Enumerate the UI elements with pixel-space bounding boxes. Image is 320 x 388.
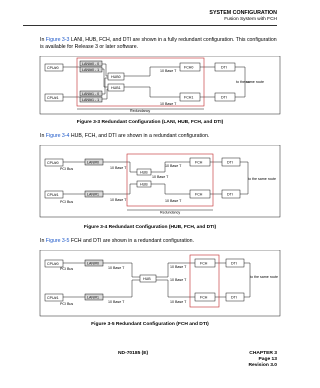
para-text: In (40, 133, 46, 139)
cpu0-label: CPU#0 (47, 262, 59, 266)
redundancy-label: Redundancy (130, 109, 151, 113)
header-title: SYSTEM CONFIGURATION (209, 10, 277, 16)
figure-3-3 (0, 56, 300, 116)
base-t-4: 10 Base T (170, 278, 187, 282)
footer-revision: Revision 3.0 (248, 363, 277, 368)
base-t-4: 10 Base T (152, 175, 169, 179)
redundancy-label: Redundancy (160, 210, 181, 215)
dti1-label: DTI (231, 295, 237, 300)
cpu0-label: CPU#0 (47, 66, 59, 70)
same-route-label: to the same route (236, 80, 264, 84)
figure-3-3-caption: Figure 3-3 Redundant Configuration (LANI, HUB, FCH, and DTI) (76, 120, 224, 125)
fch0-label: FCH0 (184, 65, 194, 70)
dti0-label: DTI (221, 65, 227, 70)
figure-3-4-caption: Figure 3-4 Redundant Configuration (HUB, FCH, and DTI) (83, 225, 217, 230)
base-t-top: 10 Base T (160, 69, 177, 73)
figure-3-4-link[interactable]: Figure 3-4 (45, 133, 70, 139)
para-text: In (40, 37, 46, 43)
pci-bus-0: PCI Bus (60, 167, 74, 171)
dti0-label: DTI (231, 261, 237, 266)
hub1-label: HUB1 (111, 86, 121, 90)
fch1-label: FCH1 (184, 95, 194, 100)
lani1-label: LANI#1 (87, 192, 99, 197)
base-t-2: 10 Base T (110, 198, 127, 202)
fch0-label: FCH (195, 160, 203, 165)
same-route-label: to the same route (248, 177, 276, 181)
cpu1-label: CPU#1 (47, 96, 59, 100)
figure-3-5-diagram (0, 250, 300, 318)
fch1-label: FCH (200, 295, 208, 300)
pci-bus-1: PCI Bus (60, 302, 74, 306)
figure-3-3-link[interactable]: Figure 3-3 (45, 37, 70, 43)
lani1-0-label: LANI#1 - 0 (82, 92, 100, 96)
footer-page-info (248, 351, 277, 369)
cpu1-label: CPU#1 (47, 296, 59, 300)
dti1-label: DTI (221, 95, 227, 100)
paragraph-fig3-intro (40, 37, 280, 51)
lani0-1-label: LANI#0 - 1 (82, 68, 100, 72)
hub-label: HUB (143, 277, 151, 281)
para-text: LANI, HUB, FCH, and DTI are shown in a fully redundant configuration. This configuration is available for Release 3 or later software. (40, 37, 277, 50)
figure-3-4-diagram (0, 145, 300, 219)
lani0-label: LANI#0 (87, 261, 99, 266)
para-text: In (40, 238, 46, 244)
hub-b-label: HUB (140, 182, 148, 187)
base-t-5: 10 Base T (165, 199, 182, 203)
figure-3-5-link[interactable]: Figure 3-5 (45, 238, 70, 244)
figure-3-3-diagram (0, 56, 300, 116)
lani0-label: LANI#0 (87, 160, 99, 165)
dti1-label: DTI (227, 192, 233, 197)
footer-doc-number: ND-70185 (E) (118, 351, 149, 356)
para-text: HUB, FCH, and DTI are shown in a redundant configuration. (69, 133, 210, 139)
base-t-5: 10 Base T (170, 300, 187, 304)
cpu0-label: CPU#0 (47, 161, 59, 165)
dti0-label: DTI (227, 160, 233, 165)
base-t-1: 10 Base T (108, 266, 125, 270)
paragraph-fig5-intro (40, 238, 280, 245)
base-t-3: 10 Base T (170, 265, 187, 269)
para-text: FCH and DTI are shown in a redundant configuration. (69, 238, 195, 244)
hub-a-label: HUB (140, 170, 148, 175)
fch0-label: FCH (200, 261, 208, 266)
base-t-1: 10 Base T (110, 166, 127, 170)
lani0-0-label: LANI#0 - 0 (82, 62, 100, 66)
figure-3-5-caption: Figure 3-5 Redundant Configuration (FCH and DTI) (91, 322, 209, 327)
figure-3-4 (0, 145, 300, 219)
lani1-1-label: LANI#1 - 1 (82, 98, 100, 102)
hub0-label: HUB0 (111, 75, 121, 79)
paragraph-fig4-intro (40, 133, 280, 140)
header-rule (23, 25, 277, 26)
base-t-3: 10 Base T (165, 164, 182, 168)
figure-3-5 (0, 250, 300, 318)
fch1-label: FCH (195, 192, 203, 197)
lani1-label: LANI#1 (87, 295, 99, 300)
base-t-2: 10 Base T (108, 300, 125, 304)
base-t-bottom: 10 Base T (160, 102, 177, 106)
footer-page: Page 13 (258, 357, 277, 362)
pci-bus-0: PCI Bus (60, 267, 74, 271)
same-route-label: to the same route (250, 275, 278, 279)
pci-bus-1: PCI Bus (60, 200, 74, 204)
header-subtitle: Fusion System with FCH (224, 17, 277, 22)
footer-chapter: CHAPTER 3 (249, 351, 277, 356)
cpu1-label: CPU#1 (47, 193, 59, 197)
